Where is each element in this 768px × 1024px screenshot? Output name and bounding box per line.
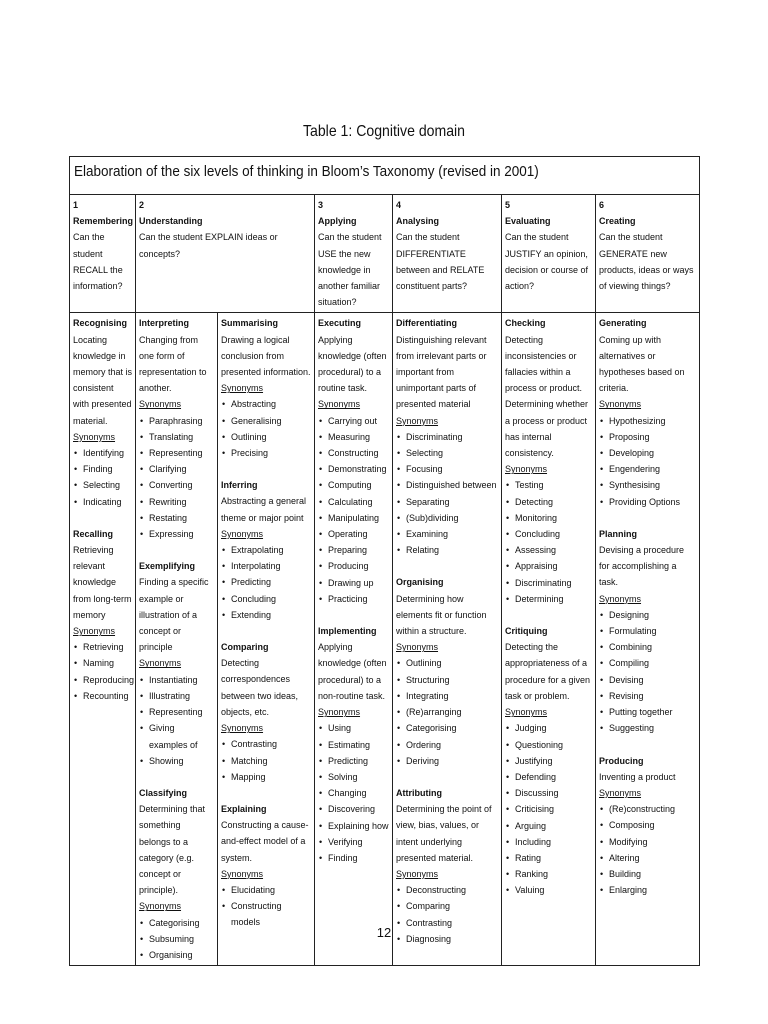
level-question: Can the student EXPLAIN ideas or concepts? [139, 232, 278, 259]
synonyms-label: Synonyms [73, 431, 116, 442]
synonym-item: • Producing [318, 558, 389, 574]
synonym-list [318, 720, 389, 866]
synonym-item: • Reproducing [73, 672, 132, 688]
process-column-remembering [70, 313, 136, 966]
synonym-list [139, 413, 214, 543]
synonym-item: • Synthesising [599, 477, 696, 493]
synonym-item: • Estimating [318, 737, 389, 753]
process-description: Applying knowledge (often procedural) to a non-routine task. [318, 642, 387, 701]
process-name: Critiquing [505, 626, 548, 637]
process-name: Attributing [396, 787, 442, 798]
process-name: Organising [396, 577, 444, 588]
process-name: Summarising [221, 318, 279, 329]
synonym-item: • Combining [599, 639, 696, 655]
process-description: Detecting the appropriateness of a procedure for a given task or problem. [505, 642, 591, 701]
process-description: Determining the point of view, bias, values, or intent underlying presented material. [396, 804, 492, 863]
process-description: Detecting inconsistencies or fallacies within a process or product. Determining whether a process or product has internal consistency. [505, 334, 589, 459]
process-description: Changing from one form of representation to another. [139, 334, 207, 394]
synonym-item: • Hypothesizing [599, 413, 696, 429]
synonyms-label: Synonyms [139, 399, 182, 410]
synonym-item: • Rating [505, 850, 592, 866]
process-name: Recalling [73, 528, 114, 539]
synonym-item: • Focusing [396, 461, 498, 477]
synonym-item: • Monitoring [505, 510, 592, 526]
synonym-item: • Formulating [599, 623, 696, 639]
level-header-4 [393, 195, 502, 313]
synonym-item: • Subsuming [139, 931, 214, 947]
synonym-item: • Instantiating [139, 672, 214, 688]
synonym-item: • Structuring [396, 672, 498, 688]
synonym-list [396, 655, 498, 768]
synonyms-label: Synonyms [139, 901, 182, 912]
process-description: Finding a specific example or illustration of a concept or principle [139, 577, 209, 653]
level-header-3 [315, 195, 393, 313]
level-question: Can the student USE the new knowledge in another familiar situation? [318, 232, 382, 308]
synonym-item: • Predicting [318, 753, 389, 769]
level-header-6 [596, 195, 700, 313]
process-column-creating [596, 313, 700, 966]
synonym-item: • Selecting [73, 477, 132, 493]
level-name: Applying [318, 216, 357, 227]
table-caption: Table 1: Cognitive domain [302, 123, 466, 140]
synonym-item: • Categorising [139, 915, 214, 931]
synonym-item: • Mapping [221, 769, 311, 785]
synonym-item: • Paraphrasing [139, 413, 214, 429]
synonyms-label: Synonyms [221, 868, 264, 879]
synonyms-label: Synonyms [396, 415, 439, 426]
synonym-list [599, 413, 696, 510]
synonym-item: • Integrating [396, 688, 498, 704]
level-number: 3 [318, 200, 324, 210]
synonym-item: • Representing [139, 704, 214, 720]
process-column-understanding-a [136, 313, 218, 966]
synonym-item: • Contrasting [396, 915, 498, 931]
synonym-item: • Preparing [318, 542, 389, 558]
synonym-item: • Judging [505, 720, 592, 736]
synonym-item: • Categorising [396, 720, 498, 736]
process-description: Retrieving relevant knowledge from long-term memory [73, 545, 132, 620]
level-header-2 [136, 195, 315, 313]
process-column-understanding-b [218, 313, 315, 966]
synonym-item: • Identifying [73, 445, 132, 461]
synonym-item: • Representing [139, 445, 214, 461]
synonym-item: • Separating [396, 494, 498, 510]
synonym-item: • (Sub)dividing [396, 510, 498, 526]
synonym-item: • Outlining [221, 429, 311, 445]
synonym-item: • Deconstructing [396, 882, 498, 898]
process-name: Exemplifying [139, 561, 196, 572]
synonym-list [73, 445, 132, 510]
process-description: Detecting correspondences between two ideas, objects, etc. [221, 658, 299, 717]
synonyms-label: Synonyms [221, 723, 264, 734]
synonym-item: • Justifying [505, 753, 592, 769]
synonym-item: • Questioning [505, 737, 592, 753]
synonym-item: • Recounting [73, 688, 132, 704]
synonym-item: • Organising [139, 947, 214, 963]
synonym-item: • Testing [505, 477, 592, 493]
process-name: Generating [599, 318, 647, 329]
synonym-item: • Putting together [599, 704, 696, 720]
process-description: Abstracting a general theme or major point [221, 496, 307, 523]
synonym-item: • Generalising [221, 413, 311, 429]
synonym-item: • Clarifying [139, 461, 214, 477]
synonym-item: • Modifying [599, 834, 696, 850]
synonym-list [599, 801, 696, 898]
synonym-item: • Operating [318, 526, 389, 542]
process-name: Executing [318, 318, 362, 329]
synonym-item: • Deriving [396, 753, 498, 769]
synonym-item: • Retrieving [73, 639, 132, 655]
synonym-item: • Valuing [505, 882, 592, 898]
synonym-item: • Restating [139, 510, 214, 526]
synonym-item: • Practicing [318, 591, 389, 607]
process-description: Coming up with alternatives or hypotheses based on criteria. [599, 334, 685, 394]
synonym-item: • Extrapolating [221, 542, 311, 558]
synonym-item: • Altering [599, 850, 696, 866]
process-description: Drawing a logical conclusion from presented information. [221, 334, 311, 378]
level-header-row [70, 195, 700, 313]
synonym-item: • Expressing [139, 526, 214, 542]
synonyms-label: Synonyms [318, 399, 361, 410]
process-name: Planning [599, 528, 637, 539]
synonym-item: • Extending [221, 607, 311, 623]
level-name: Analysing [396, 216, 440, 227]
level-name: Remembering [73, 216, 134, 227]
process-name: Differentiating [396, 318, 458, 329]
synonym-list [318, 413, 389, 607]
synonym-item: • Designing [599, 607, 696, 623]
synonyms-label: Synonyms [599, 593, 642, 604]
synonym-item: • Indicating [73, 494, 132, 510]
synonyms-label: Synonyms [139, 658, 182, 669]
synonym-list [505, 477, 592, 607]
synonym-item: • Revising [599, 688, 696, 704]
process-description: Determining that something belongs to a category (e.g. concept or principle). [139, 804, 206, 896]
synonym-item: • Criticising [505, 801, 592, 817]
synonym-item: • Carrying out [318, 413, 389, 429]
process-description: Devising a procedure for accomplishing a task. [599, 545, 685, 588]
synonym-item: • (Re)arranging [396, 704, 498, 720]
synonym-item: • Devising [599, 672, 696, 688]
process-description: Inventing a product [599, 771, 676, 782]
process-column-applying [315, 313, 393, 966]
synonyms-label: Synonyms [318, 707, 361, 718]
level-header-5 [502, 195, 596, 313]
blooms-taxonomy-table [69, 156, 700, 966]
synonym-item: • Diagnosing [396, 931, 498, 947]
level-name: Understanding [139, 216, 203, 227]
process-description: Distinguishing relevant from irrelevant parts or important from unimportant parts of presented material [396, 334, 487, 410]
synonym-item: • Measuring [318, 429, 389, 445]
synonym-item: • Discussing [505, 785, 592, 801]
synonym-item: • Showing [139, 753, 214, 769]
synonym-item: • Calculating [318, 494, 389, 510]
synonym-item: • (Re)constructing [599, 801, 696, 817]
synonym-item: • Selecting [396, 445, 498, 461]
synonym-list [599, 607, 696, 737]
synonym-item: • Composing [599, 817, 696, 833]
synonym-item: • Converting [139, 477, 214, 493]
synonym-item: • Enlarging [599, 882, 696, 898]
synonym-item: • Changing [318, 785, 389, 801]
synonym-item: • Examining [396, 526, 498, 542]
synonym-item: • Engendering [599, 461, 696, 477]
synonym-item: • Comparing [396, 898, 498, 914]
synonym-list [505, 720, 592, 898]
synonyms-label: Synonyms [599, 399, 642, 410]
synonym-item: • Contrasting [221, 736, 311, 752]
process-name: Recognising [73, 318, 128, 329]
process-row [70, 313, 700, 966]
synonym-item: • Compiling [599, 655, 696, 671]
table-title: Elaboration of the six levels of thinking in Bloom’s Taxonomy (revised in 2001) [74, 163, 539, 180]
synonym-item: • Assessing [505, 542, 592, 558]
synonyms-label: Synonyms [505, 464, 548, 475]
synonym-item: • Giving examples of [139, 720, 214, 752]
synonym-list [221, 542, 311, 623]
synonym-item: • Using [318, 720, 389, 736]
synonyms-label: Synonyms [73, 626, 116, 637]
synonym-list [221, 882, 311, 931]
synonyms-label: Synonyms [599, 787, 642, 798]
synonym-item: • Providing Options [599, 494, 696, 510]
process-name: Checking [505, 318, 546, 329]
synonym-item: • Constructing models [221, 898, 311, 930]
process-name: Classifying [139, 787, 188, 798]
level-number: 6 [599, 200, 605, 210]
page-number: 12 [376, 925, 392, 940]
synonym-item: • Precising [221, 445, 311, 461]
process-description: Applying knowledge (often procedural) to a routine task. [318, 334, 387, 394]
synonym-list [396, 429, 498, 559]
synonym-item: • Finding [318, 850, 389, 866]
synonym-list [73, 639, 135, 704]
synonym-item: • Ranking [505, 866, 592, 882]
process-name: Interpreting [139, 318, 190, 329]
synonym-item: • Rewriting [139, 494, 214, 510]
synonym-item: • Developing [599, 445, 696, 461]
synonym-item: • Suggesting [599, 720, 696, 736]
level-number: 1 [73, 200, 79, 210]
level-number: 5 [505, 200, 511, 210]
process-name: Explaining [221, 803, 267, 814]
synonyms-label: Synonyms [396, 868, 439, 879]
synonyms-label: Synonyms [505, 707, 548, 718]
synonym-item: • Including [505, 834, 592, 850]
synonym-item: • Appraising [505, 558, 592, 574]
synonym-item: • Proposing [599, 429, 696, 445]
synonym-item: • Distinguished between [396, 477, 498, 493]
process-description: Locating knowledge in memory that is consistent with presented material. [73, 334, 133, 426]
level-question: Can the student RECALL the information? [73, 232, 123, 292]
synonym-item: • Abstracting [221, 396, 311, 412]
synonym-list [221, 736, 311, 785]
synonym-item: • Predicting [221, 574, 311, 590]
synonym-item: • Determining [505, 591, 592, 607]
synonym-item: • Translating [139, 429, 214, 445]
process-name: Comparing [221, 642, 269, 653]
synonym-item: • Illustrating [139, 688, 214, 704]
synonym-item: • Demonstrating [318, 461, 389, 477]
level-name: Creating [599, 216, 636, 227]
synonym-item: • Explaining how [318, 818, 389, 834]
synonym-item: • Solving [318, 769, 389, 785]
synonym-item: • Relating [396, 542, 498, 558]
synonym-item: • Arguing [505, 818, 592, 834]
synonym-item: • Ordering [396, 737, 498, 753]
process-name: Producing [599, 755, 644, 766]
synonym-item: • Discriminating [396, 429, 498, 445]
synonym-item: • Elucidating [221, 882, 311, 898]
synonym-item: • Detecting [505, 494, 592, 510]
synonym-item: • Matching [221, 753, 311, 769]
table-title-cell [70, 157, 700, 195]
synonym-list [139, 672, 214, 769]
synonym-item: • Naming [73, 655, 132, 671]
level-header-1 [70, 195, 136, 313]
synonym-item: • Finding [73, 461, 132, 477]
synonym-item: • Manipulating [318, 510, 389, 526]
synonyms-label: Synonyms [396, 642, 439, 653]
synonym-item: • Drawing up [318, 575, 389, 591]
process-name: Inferring [221, 480, 258, 491]
process-description: Determining how elements fit or function within a structure. [396, 593, 487, 637]
synonym-item: • Discovering [318, 801, 389, 817]
level-number: 2 [139, 200, 145, 210]
synonym-item: • Verifying [318, 834, 389, 850]
level-name: Evaluating [505, 216, 551, 227]
synonym-item: • Constructing [318, 445, 389, 461]
level-number: 4 [396, 200, 402, 210]
level-question: Can the student DIFFERENTIATE between and RELATE constituent parts? [396, 232, 485, 292]
process-description: Constructing a cause-and-effect model of a system. [221, 820, 309, 863]
synonyms-label: Synonyms [221, 383, 264, 394]
synonym-item: • Concluding [505, 526, 592, 542]
process-column-evaluating [502, 313, 596, 966]
synonym-item: • Interpolating [221, 558, 311, 574]
synonym-item: • Defending [505, 769, 592, 785]
synonym-item: • Discriminating [505, 575, 592, 591]
synonym-item: • Concluding [221, 591, 311, 607]
process-name: Implementing [318, 626, 377, 637]
synonyms-label: Synonyms [221, 528, 264, 539]
synonym-list [221, 396, 311, 461]
synonym-item: • Computing [318, 477, 389, 493]
process-column-analysing [393, 313, 502, 966]
synonym-item: • Building [599, 866, 696, 882]
synonym-item: • Outlining [396, 655, 498, 671]
level-question: Can the student GENERATE new products, ideas or ways of viewing things? [599, 232, 694, 292]
level-question: Can the student JUSTIFY an opinion, decision or course of action? [505, 232, 589, 292]
